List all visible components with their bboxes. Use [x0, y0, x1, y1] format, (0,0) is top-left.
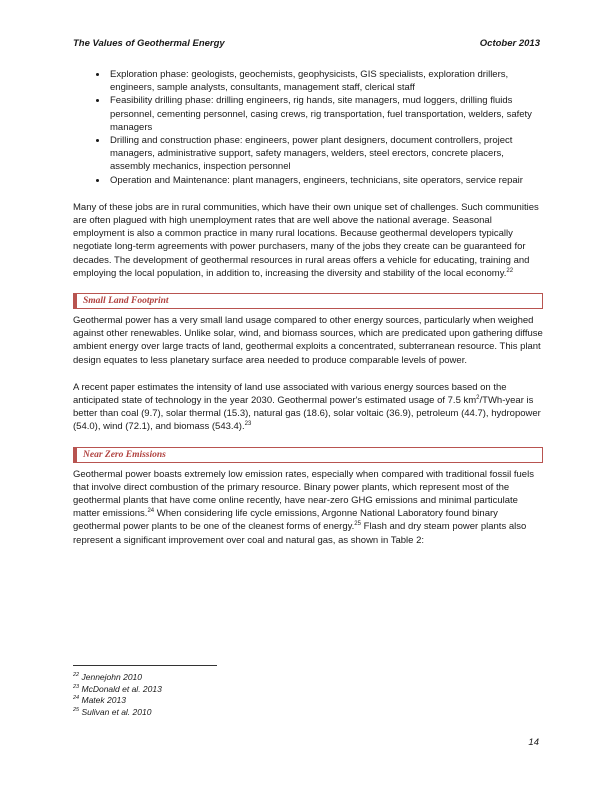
list-item: • Operation and Maintenance: plant managers, engineers, technicians, site operators, service repair	[108, 174, 543, 187]
header-title: The Values of Geothermal Energy	[73, 38, 225, 49]
paragraph-emissions: Geothermal power boasts extremely low emission rates, especially when compared with traditional fossil fuels that involve direct combustion of the primary resource. Binary power plants, which represent most of the geothermal plants that have come online recently, have near-zero GHG emissions and minimal particulate matter emissions.$^{24}$ When considering life cycle emissions, Argonne National Laboratory found binary geothermal power plants to be one of the cleanest forms of energy.$^{25}$ Flash and dry steam power plants also represent a significant improvement over coal and natural gas, as shown in Table 2:	[73, 468, 534, 546]
paragraph-land-2: A recent paper estimates the intensity of land use associated with various energy sources based on the anticipated state of technology in the year 2030. Geothermal power's estimated usage of 7.5 $km^2/TWh$-year is better than coal (9.7), solar thermal (15.3), natural gas (18.6), solar voltaic (36.9), petroleum (44.7), hydropower (54.0), wind (72.1), and biomass (543.4).$^{23}$	[73, 381, 541, 433]
paragraph-rural-jobs: Many of these jobs are in rural communities, which have their own unique set of challenges. Such communities are often plagued with high unemployment rates that are well above the national average. Seasonal employment is also a common practice in many rural locations. Because geothermal developers typically negotiate long-term agreements with power purchasers, many of the jobs they create can be guaranteed for decades. The development of geothermal resources in rural areas offers a vehicle for educating, training and employing the local population, in addition to, increasing the diversity and stability of the local economy.$^{22}$	[73, 201, 539, 279]
page-number: 14	[528, 737, 539, 748]
footnote: $^{24}$ Matek 2013	[73, 695, 126, 706]
footnote: $^{23}$ McDonald et al. 2013	[73, 683, 162, 694]
paragraph-land-1: Geothermal power has a very small land usage compared to other energy sources, particularly when weighed against other renewables. Unlike solar, wind, and biomass sources, which are predicated upon gathering diffuse ambient energy over large tracts of land, geothermal exploits a concentrated, subterranean resource. This plant design equates to less planetary surface area needed to produce comparable levels of power.	[73, 315, 543, 366]
list-item: • Feasibility drilling phase: drilling engineers, rig hands, site managers, mud loggers, drilling fluids personnel, cementing personnel, casing crews, rig transportation, fuel transportation, welders, safety managers	[108, 94, 543, 134]
footnote: $^{22}$ Jennejohn 2010	[73, 672, 143, 682]
superscript-exponent: 2	[476, 394, 480, 401]
section-heading-emissions: Near Zero Emissions	[73, 447, 543, 463]
footnotes	[73, 672, 162, 718]
footnote-divider	[73, 665, 217, 666]
body-text	[73, 68, 543, 547]
job-phase-list	[73, 68, 543, 187]
footnote-ref[interactable]: 24	[147, 508, 155, 515]
footnote-ref[interactable]: 23	[244, 421, 252, 428]
footnote-ref[interactable]: 25	[354, 521, 361, 528]
running-header	[73, 38, 540, 49]
section-heading-land: Small Land Footprint	[73, 293, 543, 309]
list-item: • Exploration phase: geologists, geochemists, geophysicists, GIS specialists, exploration drillers, engineers, sample analysts, consultants, management staff, clerical staff	[108, 68, 543, 94]
footnote: $^{25}$ Sulivan et al. 2010	[73, 706, 152, 717]
header-date: October 2013	[479, 38, 540, 49]
footnote-ref[interactable]: 22	[506, 267, 514, 274]
list-item: • Drilling and construction phase: engineers, power plant designers, document controllers, project managers, administrative support, safety managers, welders, steel erectors, concrete placers, assembly mechanics, inspection personnel	[108, 134, 543, 174]
